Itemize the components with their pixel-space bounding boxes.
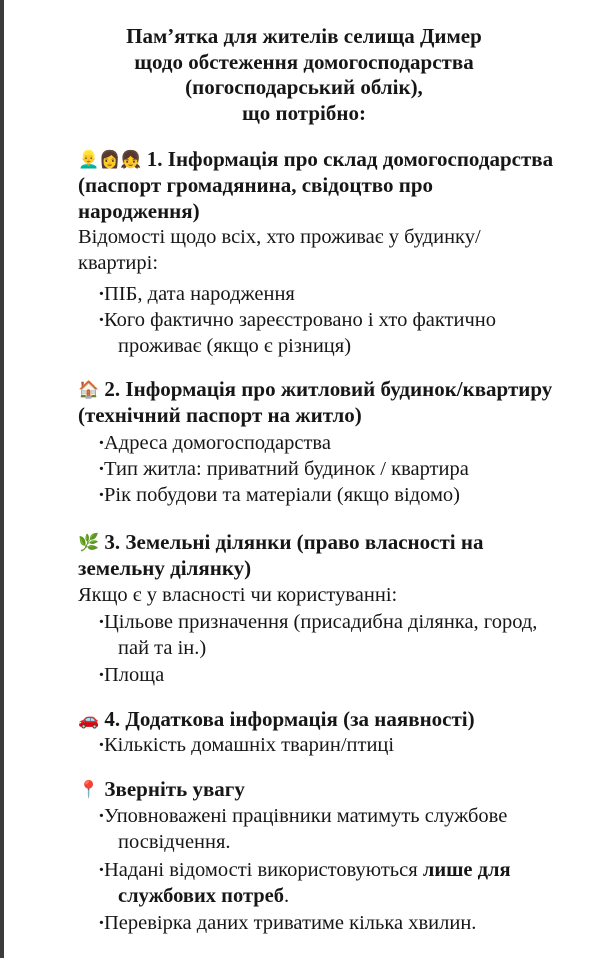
list-item: ·Уповноважені працівники матимуть службове [98,805,508,827]
section-3-heading: 🌿 3. Земельні ділянки (право власності на [78,530,484,554]
house-icon: 🏠 [78,380,100,400]
bullet-icon: · [98,611,105,633]
herb-icon: 🌿 [78,533,100,553]
list-item: ·ПІБ, дата народження [98,283,295,305]
document-title [0,24,608,126]
title-line: (погосподарський облік), [185,75,423,99]
list-item: ·Рік побудови та матеріали (якщо відомо) [98,484,460,506]
list-item-cont: посвідчення. [118,831,231,853]
list-item-cont: пай та ін.) [118,637,207,659]
section-1-heading-cont: народження) [78,199,200,223]
list-item: ·Площа [98,664,165,686]
bullet-icon: · [98,458,105,480]
list-item: ·Кількість домашніх тварин/птиці [98,734,395,756]
section-2-heading-cont: (технічний паспорт на житло) [78,403,362,427]
car-icon: 🚗 [78,710,100,730]
list-item: ·Тип житла: приватний будинок / квартира [98,458,469,480]
bullet-icon: · [98,283,105,305]
bullet-icon: · [98,432,105,454]
bullet-icon: · [98,664,105,686]
attention-heading: 📍 Зверніть увагу [78,777,245,801]
list-item: ·Надані відомості використовуються лише для [98,859,511,881]
section-3-intro: Якщо є у власності чи користуванні: [78,584,398,606]
section-2-heading: 🏠 2. Інформація про житловий будинок/квартиру [78,377,553,401]
section-1-heading: 👱‍♂️👩👧 1. Інформація про склад домогосподарства [78,147,554,171]
list-item-cont: службових потреб. [118,885,290,907]
list-item: ·Кого фактично зареєстровано і хто фактично [98,309,496,331]
list-item: ·Адреса домогосподарства [98,432,331,454]
title-line: Пам’ятка для жителів селища Димер [126,24,482,48]
emphasis-text: лише для [422,859,511,881]
title-line: щодо обстеження домогосподарства [134,49,474,74]
bullet-icon: · [98,309,105,331]
title-line: що потрібно: [242,100,366,125]
section-4-heading: 🚗 4. Додаткова інформація (за наявності) [78,707,475,731]
bullet-icon: · [98,859,105,881]
section-1-intro: квартирі: [78,252,159,274]
section-1-intro: Відомості щодо всіх, хто проживає у будинку/ [78,226,481,248]
emphasis-text: службових потреб [118,885,285,907]
pin-icon: 📍 [78,780,100,800]
bullet-icon: · [98,734,105,756]
list-item: ·Перевірка даних триватиме кілька хвилин. [98,912,477,934]
list-item: ·Цільове призначення (присадибна ділянка, город, [98,611,538,633]
section-3-heading-cont: земельну ділянку) [78,556,252,580]
section-1-heading-cont: (паспорт громадянина, свідоцтво про [78,173,434,197]
list-item-cont: проживає (якщо є різниця) [118,335,352,357]
bullet-icon: · [98,484,105,506]
bullet-icon: · [98,912,105,934]
family-icon: 👱‍♂️👩👧 [78,150,142,170]
bullet-icon: · [98,805,105,827]
